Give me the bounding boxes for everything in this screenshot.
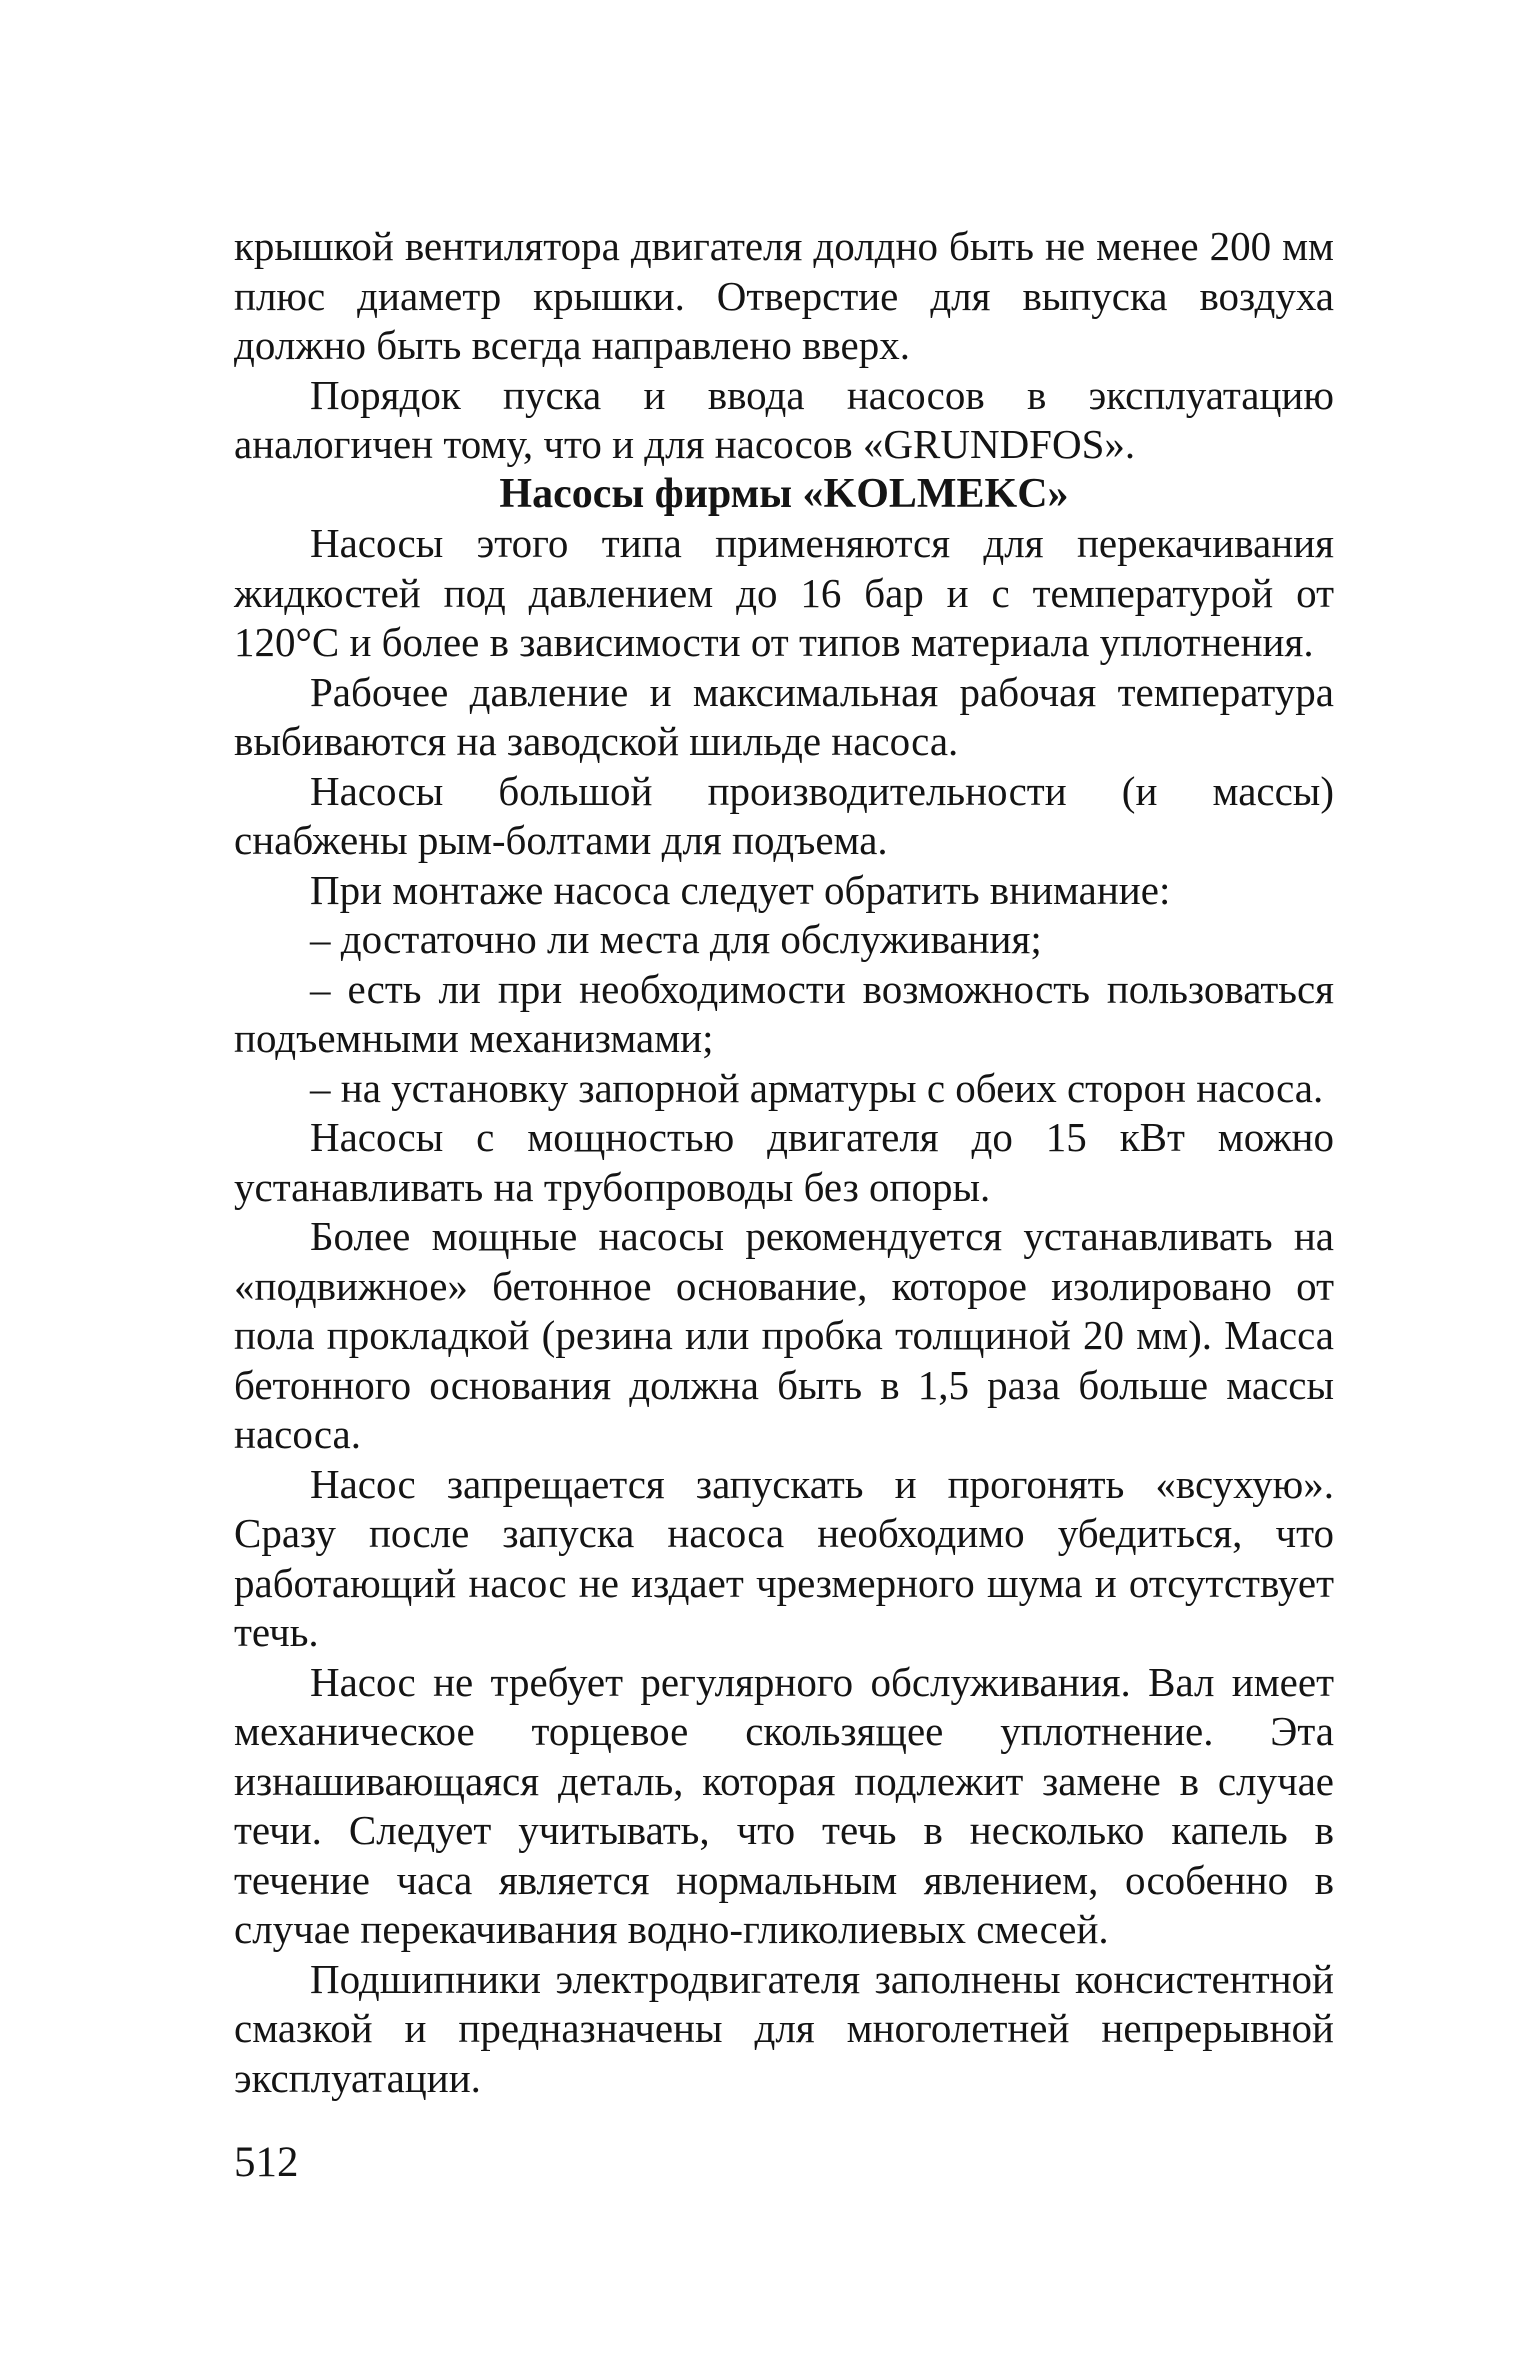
paragraph: Рабочее давление и максимальная рабочая температура выбиваются на заводской шильде насоса. — [234, 668, 1334, 764]
paragraph: Насосы с мощностью двигателя до 15 кВт можно устанавливать на трубопроводы без опоры. — [234, 1114, 1334, 1210]
paragraph: Насос запрещается запускать и прогонять «всухую». Сразу после запуска насоса необходимо убедиться, что работающий насос не издает чрезмерного шума и отсутствует течь. — [234, 1460, 1334, 1655]
paragraph: При монтаже насоса следует обратить внимание: — [310, 866, 1171, 913]
paragraph: Порядок пуска и ввода насосов в эксплуатацию аналогичен тому, что и для насосов «GRUNDFOS». — [234, 371, 1334, 467]
list-item: – есть ли при необходимости возможность пользоваться подъемными механизмами; — [234, 965, 1334, 1061]
paragraph: Насос не требует регулярного обслуживания. Вал имеет механическое торцевое скользящее уплотнение. Эта изнашивающаяся деталь, которая подлежит замене в случае течи. Следует учитывать, что течь в несколько капель в течение часа является нормальным явлением, особенно в случае перекачивания водно-гликолиевых смесей. — [234, 1658, 1334, 1952]
paragraph: Более мощные насосы рекомендуется устанавливать на «подвижное» бетонное основание, которое изолировано от пола прокладкой (резина или пробка толщиной 20 мм). Масса бетонного основания должна быть в 1,5 раза больше массы насоса. — [234, 1213, 1334, 1457]
page-body — [234, 222, 1334, 2103]
paragraph: Подшипники электродвигателя заполнены консистентной смазкой и предназначены для многолетней непрерывной эксплуатации. — [234, 1955, 1334, 2101]
page-number: 512 — [234, 2139, 299, 2186]
list-item: – достаточно ли места для обслуживания; — [310, 916, 1042, 962]
paragraph: крышкой вентилятора двигателя долдно быть не менее 200 мм плюс диаметр крышки. Отверстие для выпуска воздуха должно быть всегда направлено вверх. — [234, 223, 1334, 368]
list-item: – на установку запорной арматуры с обеих сторон насоса. — [310, 1064, 1324, 1111]
paragraph: Насосы этого типа применяются для перекачивания жидкостей под давлением до 16 бар и с температурой от 120°С и более в зависимости от типов материала уплотнения. — [234, 520, 1334, 665]
section-heading: Насосы фирмы «KOLMEKC» — [499, 470, 1069, 517]
paragraph: Насосы большой производительности (и массы) снабжены рым-болтами для подъема. — [234, 767, 1334, 863]
